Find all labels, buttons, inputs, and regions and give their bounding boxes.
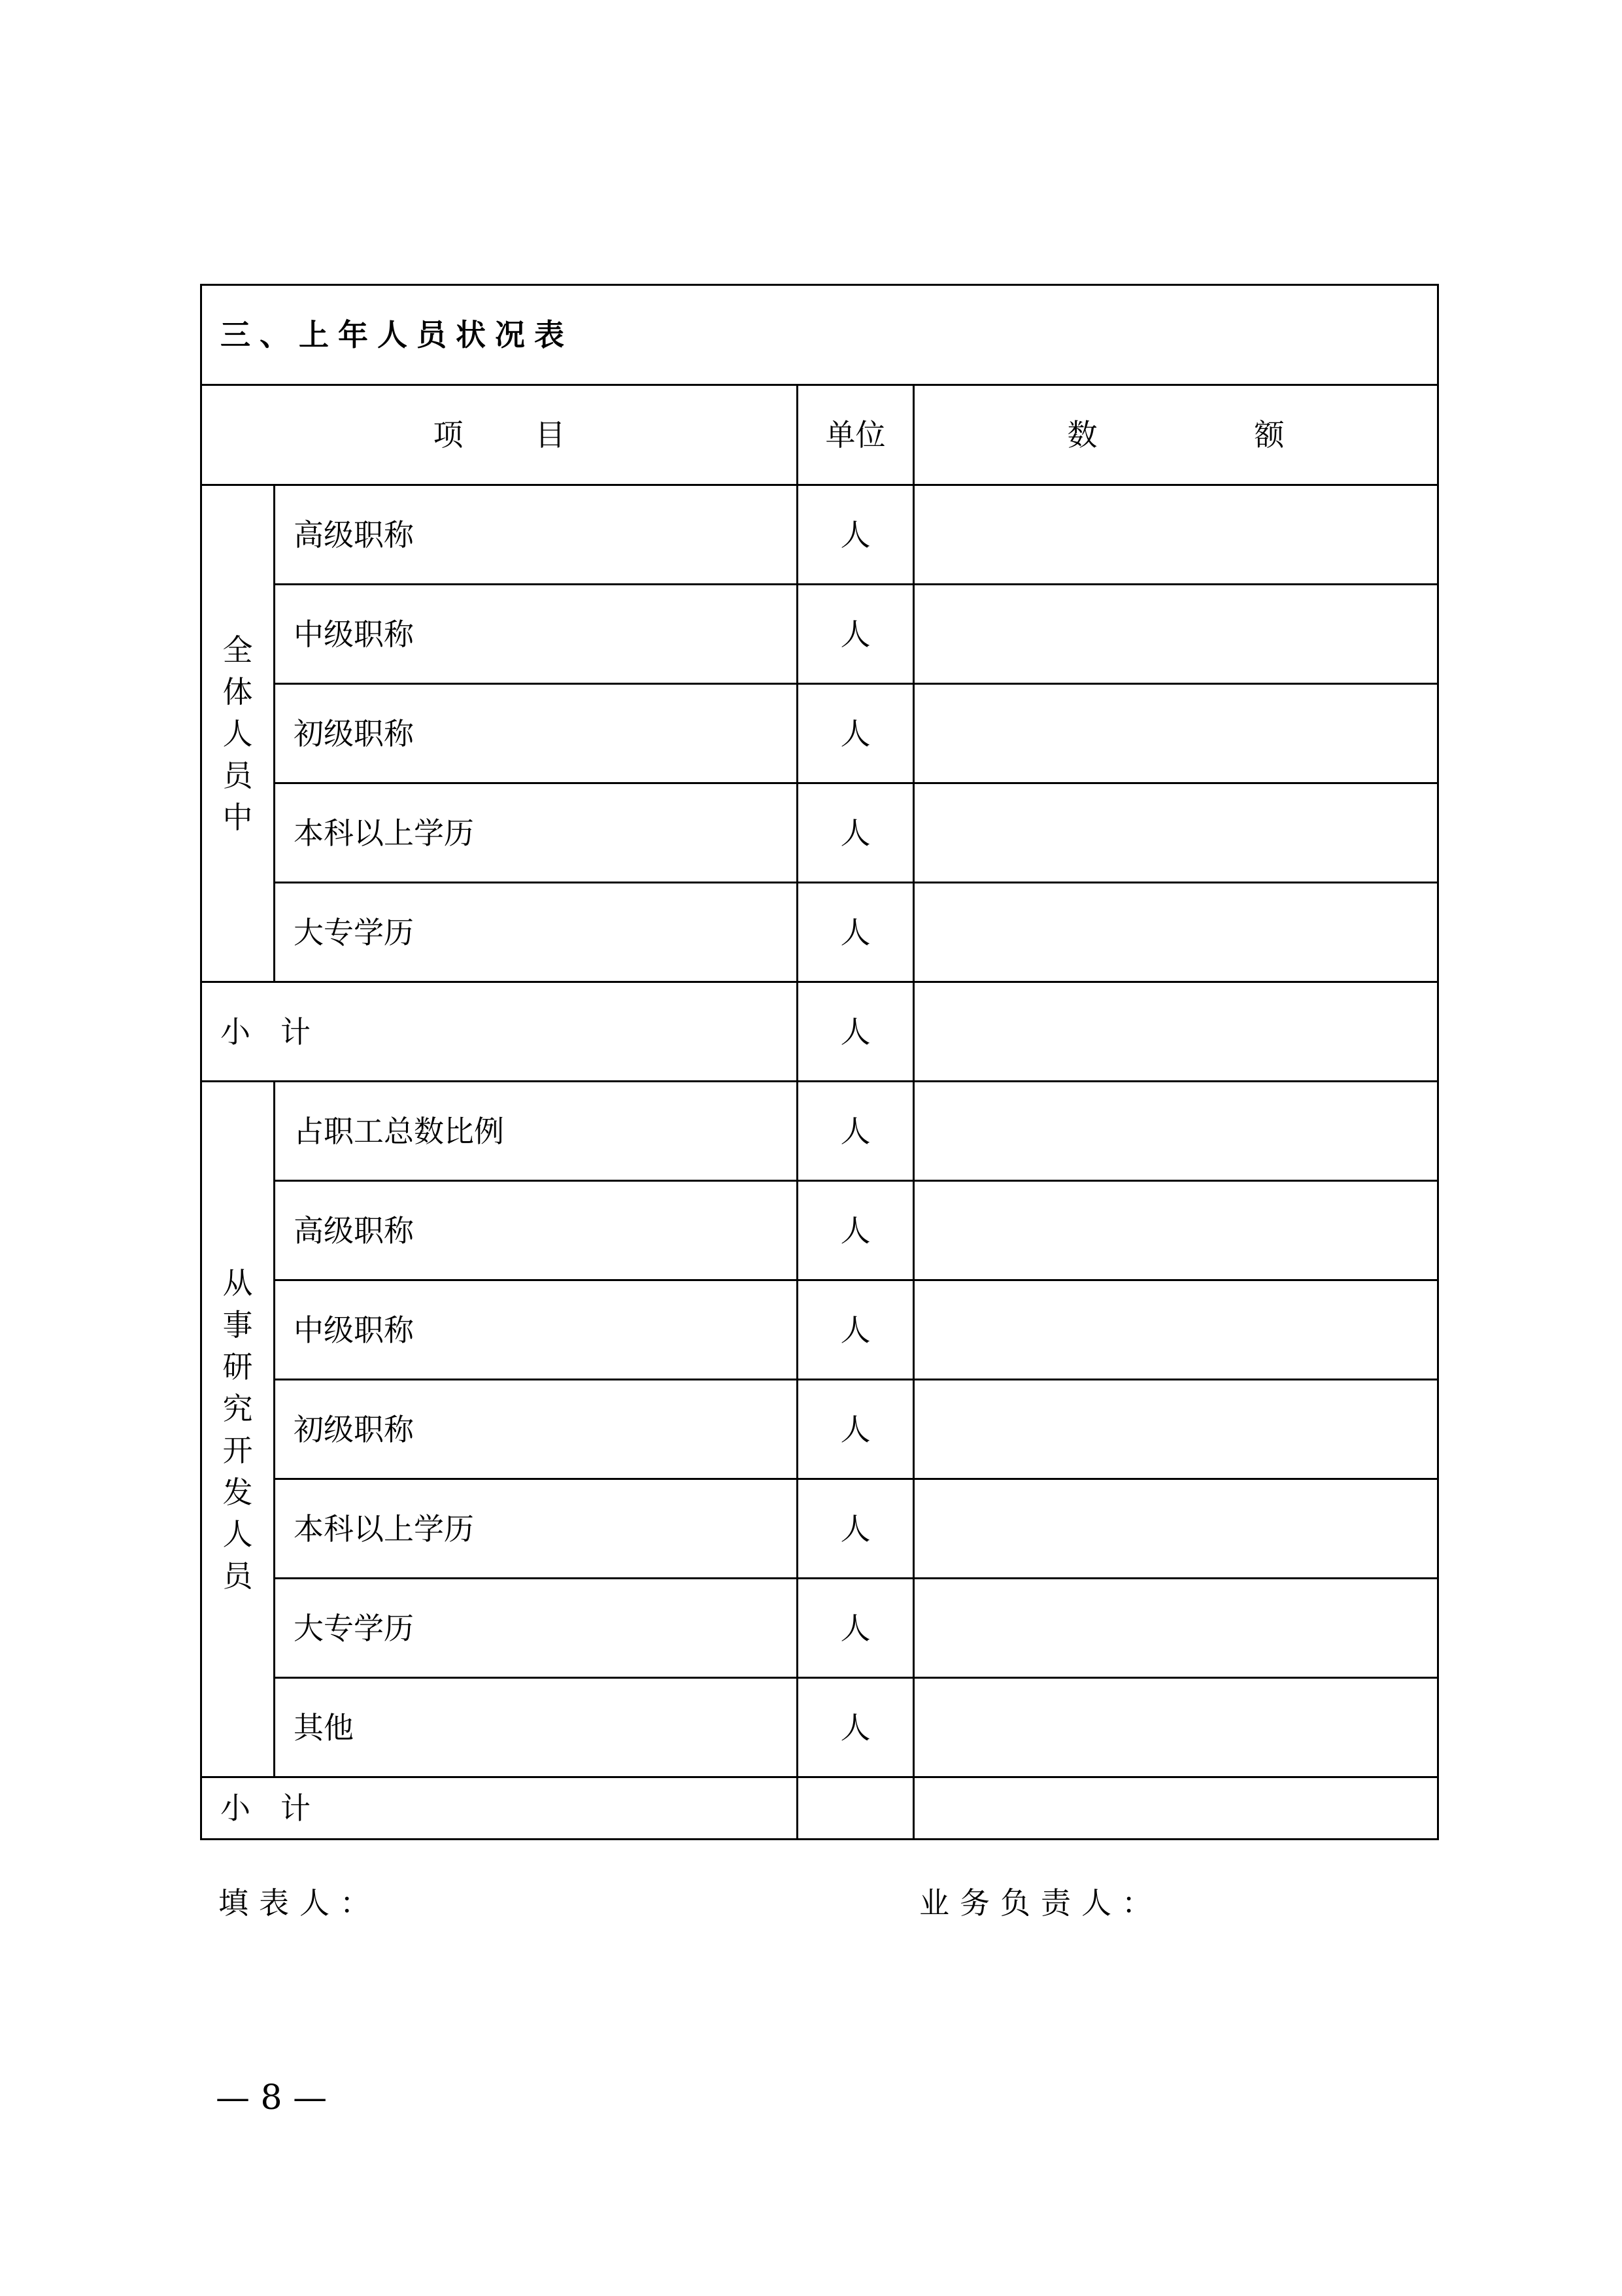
row-label: 高级职称 [275, 1181, 798, 1280]
row-unit: 人 [798, 485, 914, 585]
row-unit: 人 [798, 982, 914, 1082]
row-unit: 人 [798, 1380, 914, 1479]
header-amount-char-2: 额 [1254, 417, 1285, 453]
row-unit: 人 [798, 1280, 914, 1380]
row-label: 大专学历 [275, 1579, 798, 1678]
row-unit: 人 [798, 1579, 914, 1678]
row-value-input[interactable] [914, 1181, 1438, 1280]
row-value-input[interactable] [914, 485, 1438, 585]
subtotal-value-input[interactable] [914, 1777, 1438, 1840]
row-value-input[interactable] [914, 1280, 1438, 1380]
row-unit: 人 [798, 684, 914, 783]
group-label-rd-staff [201, 1082, 275, 1777]
row-label: 其他 [275, 1678, 798, 1777]
personnel-status-table [200, 284, 1439, 1840]
row-label: 大专学历 [275, 883, 798, 982]
row-label: 本科以上学历 [275, 1479, 798, 1579]
row-unit: 人 [798, 1479, 914, 1579]
row-unit: 人 [798, 1082, 914, 1181]
table-row [201, 1479, 1438, 1579]
subtotal-row [201, 982, 1438, 1082]
row-unit: 人 [798, 1678, 914, 1777]
row-value-input[interactable] [914, 883, 1438, 982]
row-value-input[interactable] [914, 585, 1438, 684]
row-unit: 人 [798, 883, 914, 982]
row-value-input[interactable] [914, 1380, 1438, 1479]
row-value-input[interactable] [914, 684, 1438, 783]
table-title: 三、上年人员状况表 [201, 285, 1438, 385]
table-row [201, 1380, 1438, 1479]
subtotal-label [201, 982, 798, 1082]
subtotal-char-2: 计 [280, 1791, 311, 1826]
row-unit: 人 [798, 1181, 914, 1280]
header-amount-char-1: 数 [1067, 417, 1098, 453]
table-row [201, 783, 1438, 883]
table-row [201, 1280, 1438, 1380]
manager-label: 业务负责人： [919, 1885, 1162, 1921]
header-unit: 单位 [798, 385, 914, 485]
subtotal-row [201, 1777, 1438, 1840]
row-label: 本科以上学历 [275, 783, 798, 883]
row-label: 中级职称 [275, 1280, 798, 1380]
table-row [201, 1579, 1438, 1678]
filler-label: 填表人： [218, 1885, 380, 1921]
table-row [201, 1082, 1438, 1181]
row-value-input[interactable] [914, 783, 1438, 883]
table-row [201, 684, 1438, 783]
page-number: — 8 — [216, 2078, 328, 2117]
header-item [201, 385, 798, 485]
row-label: 初级职称 [275, 684, 798, 783]
subtotal-value-input[interactable] [914, 982, 1438, 1082]
table-header-row [201, 385, 1438, 485]
subtotal-char-1: 小 [220, 1014, 250, 1050]
table-row [201, 485, 1438, 585]
table-row [201, 585, 1438, 684]
group-label-text: 全体人员中 [222, 632, 253, 835]
row-label: 占职工总数比例 [275, 1082, 798, 1181]
signature-line [218, 1879, 1434, 1925]
row-unit: 人 [798, 585, 914, 684]
row-label: 中级职称 [275, 585, 798, 684]
subtotal-char-2: 计 [280, 1014, 311, 1050]
row-unit [798, 1777, 914, 1840]
row-label: 初级职称 [275, 1380, 798, 1479]
row-unit: 人 [798, 783, 914, 883]
row-label: 高级职称 [275, 485, 798, 585]
header-amount [914, 385, 1438, 485]
row-value-input[interactable] [914, 1082, 1438, 1181]
subtotal-char-1: 小 [220, 1791, 250, 1826]
row-value-input[interactable] [914, 1479, 1438, 1579]
row-value-input[interactable] [914, 1579, 1438, 1678]
group-label-all-staff [201, 485, 275, 982]
table-row [201, 1181, 1438, 1280]
group-label-text: 从事研究开发人员 [222, 1265, 253, 1594]
table-row [201, 1678, 1438, 1777]
table-row [201, 883, 1438, 982]
header-item-char-1: 项 [433, 417, 464, 453]
header-item-char-2: 目 [535, 417, 566, 453]
subtotal-label [201, 1777, 798, 1840]
row-value-input[interactable] [914, 1678, 1438, 1777]
